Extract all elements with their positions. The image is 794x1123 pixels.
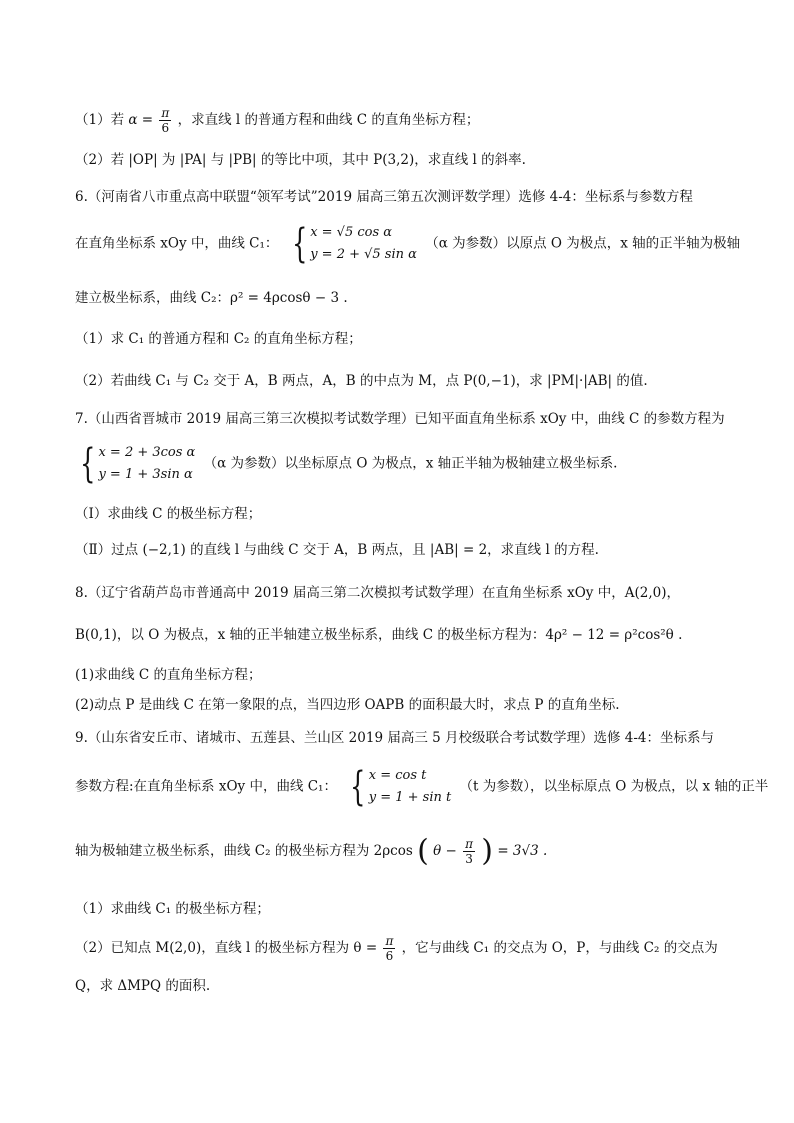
system-row: x = 2 + 3cos α bbox=[98, 445, 196, 460]
question-7-part1: （Ⅰ）求曲线 C 的极坐标方程； bbox=[75, 506, 262, 522]
parametric-system bbox=[345, 765, 451, 809]
question-8-part1: (1)求曲线 C 的直角坐标方程； bbox=[75, 667, 262, 683]
system-row: y = 1 + 3sin α bbox=[98, 467, 193, 482]
fraction-denominator: 3 bbox=[465, 852, 473, 866]
parametric-system bbox=[75, 442, 195, 486]
parametric-system bbox=[287, 222, 417, 266]
question-5-part1 bbox=[75, 106, 479, 135]
text-fragment: （1）若 bbox=[75, 112, 125, 128]
brace-symbol: { bbox=[291, 221, 308, 267]
question-9-part2 bbox=[75, 934, 718, 963]
text-fragment: （2）已知点 M(2,0)，直线 l 的极坐标方程为 θ = bbox=[75, 940, 378, 956]
text-fragment: 参数方程:在直角坐标系 xOy 中，曲线 C₁： bbox=[75, 778, 337, 795]
math-fragment: θ − bbox=[433, 843, 457, 859]
fraction-pi-over-3 bbox=[463, 837, 475, 866]
system-row: y = 2 + √5 sin α bbox=[310, 247, 417, 262]
question-9-part2-cont: Q，求 ΔMPQ 的面积. bbox=[75, 978, 211, 994]
text-fragment: （t 为参数），以坐标原点 O 为极点，以 x 轴的正半 bbox=[459, 778, 769, 795]
left-paren: ( bbox=[417, 833, 429, 869]
text-fragment: ，求直线 l 的普通方程和曲线 C 的直角坐标方程； bbox=[177, 112, 480, 128]
question-7-parametric bbox=[75, 442, 617, 486]
question-7-part2: （Ⅱ）过点 (−2,1) 的直线 l 与曲线 C 交于 A，B 两点，且 |AB| = 2，求直线 l 的方程. bbox=[75, 542, 599, 558]
brace-symbol: { bbox=[80, 441, 96, 487]
fraction-numerator: π bbox=[161, 106, 170, 120]
math-fragment: = 3√3 . bbox=[497, 843, 548, 859]
fraction-numerator: π bbox=[465, 837, 473, 851]
fraction-denominator: 6 bbox=[385, 949, 394, 963]
question-9-header: 9.（山东省安丘市、诸城市、五莲县、兰山区 2019 届高三 5 月校级联合考试数学理）选修 4-4：坐标系与 bbox=[75, 730, 715, 746]
question-9-curve-c2 bbox=[75, 833, 548, 869]
question-9-curve-c1 bbox=[75, 765, 768, 809]
math-fragment: α = bbox=[128, 112, 154, 128]
question-6-curve-c2: 建立极坐标系，曲线 C₂：ρ² = 4ρcosθ − 3 . bbox=[75, 290, 348, 306]
question-6-part2: （2）若曲线 C₁ 与 C₂ 交于 A，B 两点，A，B 的中点为 M，点 P(0,−1)，求 |PM|·|AB| 的值. bbox=[75, 373, 648, 389]
text-fragment: 在直角坐标系 xOy 中，曲线 C₁： bbox=[75, 235, 279, 252]
system-row: x = √5 cos α bbox=[310, 225, 393, 240]
fraction-pi-over-6 bbox=[383, 934, 395, 963]
question-6-part1: （1）求 C₁ 的普通方程和 C₂ 的直角坐标方程； bbox=[75, 331, 362, 347]
question-7-header: 7.（山西省晋城市 2019 届高三第三次模拟考试数学理）已知平面直角坐标系 xOy 中，曲线 C 的参数方程为 bbox=[75, 411, 725, 427]
question-9-part1: （1）求曲线 C₁ 的极坐标方程； bbox=[75, 901, 270, 917]
text-fragment: ，它与曲线 C₁ 的交点为 O，P，与曲线 C₂ 的交点为 bbox=[401, 940, 718, 956]
question-5-part2: （2）若 |OP| 为 |PA| 与 |PB| 的等比中项，其中 P(3,2)，求直线 l 的斜率. bbox=[75, 152, 526, 168]
text-fragment: （α 为参数）以原点 O 为极点，x 轴的正半轴为极轴 bbox=[425, 235, 741, 252]
fraction-denominator: 6 bbox=[161, 121, 170, 135]
question-6-header: 6.（河南省八市重点高中联盟“领军考试”2019 届高三第五次测评数学理）选修 4-4：坐标系与参数方程 bbox=[75, 189, 693, 205]
text-fragment: 轴为极轴建立极坐标系，曲线 C₂ 的极坐标方程为 2ρcos bbox=[75, 843, 413, 859]
system-row: x = cos t bbox=[368, 768, 427, 783]
fraction-pi-over-6 bbox=[159, 106, 171, 135]
system-row: y = 1 + sin t bbox=[368, 790, 452, 805]
right-paren: ) bbox=[481, 833, 494, 869]
question-8-header: 8.（辽宁省葫芦岛市普通高中 2019 届高三第二次模拟考试数学理）在直角坐标系 xOy 中，A(2,0)， bbox=[75, 585, 680, 601]
brace-symbol: { bbox=[350, 764, 366, 810]
fraction-numerator: π bbox=[385, 934, 394, 948]
text-fragment: （α 为参数）以坐标原点 O 为极点，x 轴正半轴为极轴建立极坐标系. bbox=[203, 455, 618, 472]
question-6-curve-c1 bbox=[75, 222, 740, 266]
question-8-part2: (2)动点 P 是曲线 C 在第一象限的点，当四边形 OAPB 的面积最大时，求点 P 的直角坐标. bbox=[75, 697, 620, 713]
question-8-setup: B(0,1)，以 O 为极点，x 轴的正半轴建立极坐标系，曲线 C 的极坐标方程为：4ρ² − 12 = ρ²cos²θ . bbox=[75, 627, 683, 643]
